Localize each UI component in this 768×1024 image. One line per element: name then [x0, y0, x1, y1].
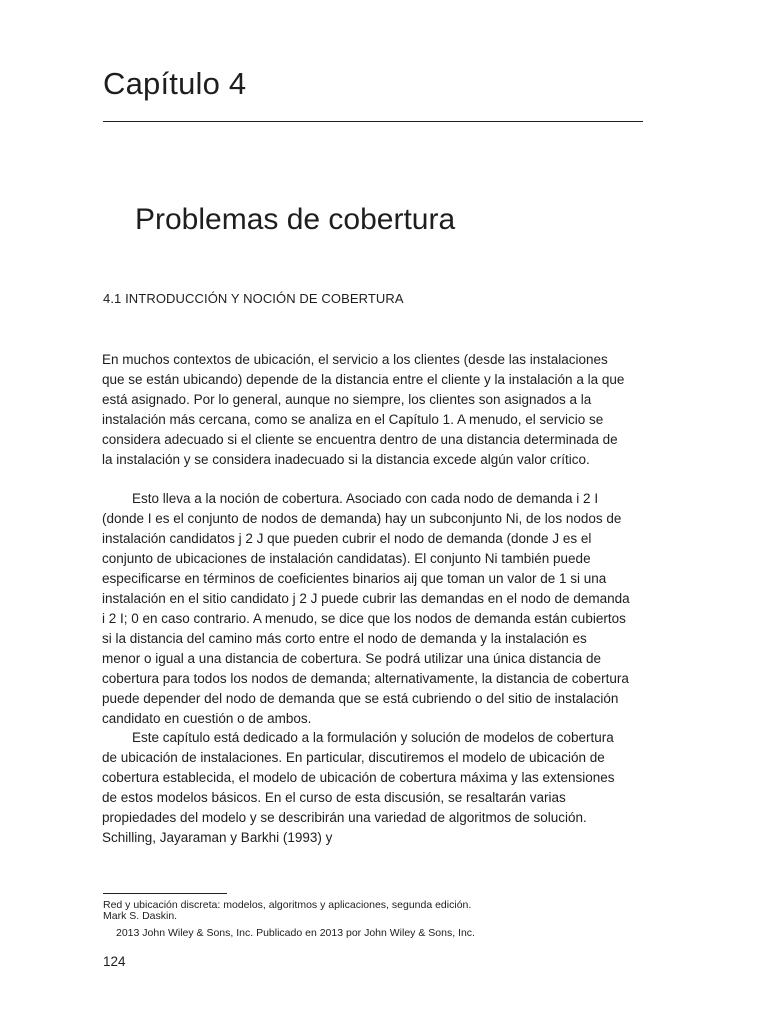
text-line: de ubicación de instalaciones. En particular, discutiremos el modelo de ubicación de [102, 750, 605, 765]
paragraph-1 [102, 350, 662, 470]
text-line: especificarse en términos de coeficientes binarios aij que toman un valor de 1 si una [102, 571, 607, 586]
text-line: conjunto de ubicaciones de instalación candidatas). El conjunto Ni también puede [102, 551, 591, 566]
footnote-book-title: Red y ubicación discreta: modelos, algoritmos y aplicaciones, segunda edición. [103, 899, 472, 911]
text-line: Este capítulo está dedicado a la formulación y solución de modelos de cobertura [132, 730, 614, 745]
text-line: cobertura para todos los nodos de demanda; alternativamente, la distancia de cobertura [102, 671, 629, 686]
text-line: instalación en el sitio candidato j 2 J puede cubrir las demandas en el nodo de demanda [102, 591, 630, 606]
footnote-author: Mark S. Daskin. [103, 910, 178, 922]
text-line: menor o igual a una distancia de cobertura. Se podrá utilizar una única distancia de [102, 651, 602, 666]
text-line: En muchos contextos de ubicación, el servicio a los clientes (desde las instalaciones [102, 352, 608, 367]
text-line: considera adecuado si el cliente se encuentra dentro de una distancia determinada de [102, 432, 618, 447]
text-line: la instalación y se considera inadecuado si la distancia excede algún valor crítico. [102, 452, 590, 467]
text-line: i 2 I; 0 en caso contrario. A menudo, se dice que los nodos de demanda están cubiertos [102, 611, 626, 626]
page-number: 124 [103, 954, 126, 969]
footnote-divider [103, 893, 227, 894]
text-line: puede depender del nodo de demanda que se está cubriendo o del sitio de instalación [102, 691, 619, 706]
chapter-divider [103, 121, 643, 122]
text-line: Esto lleva a la noción de cobertura. Asociado con cada nodo de demanda i 2 I [132, 491, 599, 506]
text-line: (donde I es el conjunto de nodos de demanda) hay un subconjunto Ni, de los nodos de [102, 511, 622, 526]
text-line: Schilling, Jayaraman y Barkhi (1993) y [102, 830, 333, 845]
footnote-copyright: 2013 John Wiley & Sons, Inc. Publicado en 2013 por John Wiley & Sons, Inc. [116, 927, 475, 939]
text-line: cobertura establecida, el modelo de ubicación de cobertura máxima y las extensiones [102, 770, 615, 785]
chapter-subtitle: Problemas de cobertura [135, 203, 456, 236]
text-line: que se están ubicando) depende de la distancia entre el cliente y la instalación a la que [102, 372, 625, 387]
text-line: candidato en cuestión o de ambos. [102, 711, 312, 726]
text-line: está asignado. Por lo general, aunque no siempre, los clientes son asignados a la [102, 392, 592, 407]
text-line: instalación más cercana, como se analiza en el Capítulo 1. A menudo, el servicio se [102, 412, 604, 427]
text-line: propiedades del modelo y se describirán una variedad de algoritmos de solución. [102, 810, 587, 825]
section-heading: 4.1 INTRODUCCIÓN Y NOCIÓN DE COBERTURA [103, 291, 404, 306]
text-line: de estos modelos básicos. En el curso de esta discusión, se resaltarán varias [102, 790, 566, 805]
chapter-title: Capítulo 4 [103, 66, 247, 101]
paragraph-3 [102, 728, 662, 848]
paragraph-2 [102, 489, 662, 729]
text-line: instalación candidatos j 2 J que pueden cubrir el nodo de demanda (donde J es el [102, 531, 592, 546]
text-line: si la distancia del camino más corto entre el nodo de demanda y la instalación es [102, 631, 587, 646]
